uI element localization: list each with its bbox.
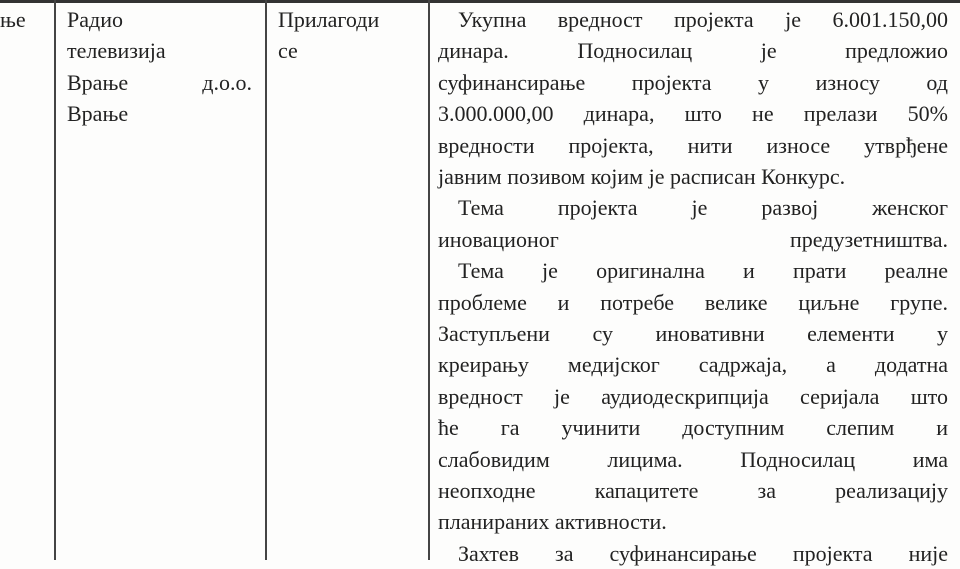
previous-column-fragment: ње — [0, 7, 26, 32]
text-line: проблеме и потребе велике циљне групе. — [438, 289, 948, 315]
text-line: телевизија — [67, 38, 166, 64]
text-line: Врање — [67, 101, 129, 127]
column-divider — [428, 0, 430, 560]
column-divider — [54, 0, 56, 560]
text-line: суфинансирање пројекта у износу од — [438, 69, 948, 95]
text-line: Прилагоди — [278, 7, 380, 32]
text-line: јавним позивом којим је расписан Конкурс. — [438, 164, 846, 189]
text-line: креирању медијског садржаја, а додатна — [438, 352, 948, 378]
text-line: Врање д.о.о. — [67, 69, 252, 95]
text-line: планираних активности. — [438, 509, 667, 535]
text-line: се — [278, 38, 298, 64]
text-line: динара. Подносилац је предложио — [438, 38, 948, 64]
text-line: Тема је оригинална и прати реалне — [458, 258, 948, 284]
text-line: ће га учинити доступним слепим и — [438, 415, 948, 441]
text-line: вредности пројекта, нити износе утврђене — [438, 132, 948, 158]
text-line: 3.000.000,00 динара, што не прелази 50% — [438, 101, 948, 127]
text-line: слабовидим лицима. Подносилац има — [438, 446, 948, 472]
text-line: Укупна вредност пројекта је 6.001.150,00 — [458, 7, 948, 32]
text-line: Захтев за суфинансирање пројекта није — [458, 540, 948, 566]
text-line: иновационог предузетништва. — [438, 226, 948, 252]
text-line: вредност је аудиодескрипција серијала што — [438, 383, 948, 409]
column-divider — [265, 0, 267, 560]
text-line: Радио — [67, 7, 123, 32]
text-line: неопходне капацитете за реализацију — [438, 478, 948, 503]
table-top-border — [0, 0, 960, 3]
text-line: Тема пројекта је развој женског — [458, 195, 948, 221]
text-line: Заступљени су иновативни елементи у — [438, 321, 948, 346]
